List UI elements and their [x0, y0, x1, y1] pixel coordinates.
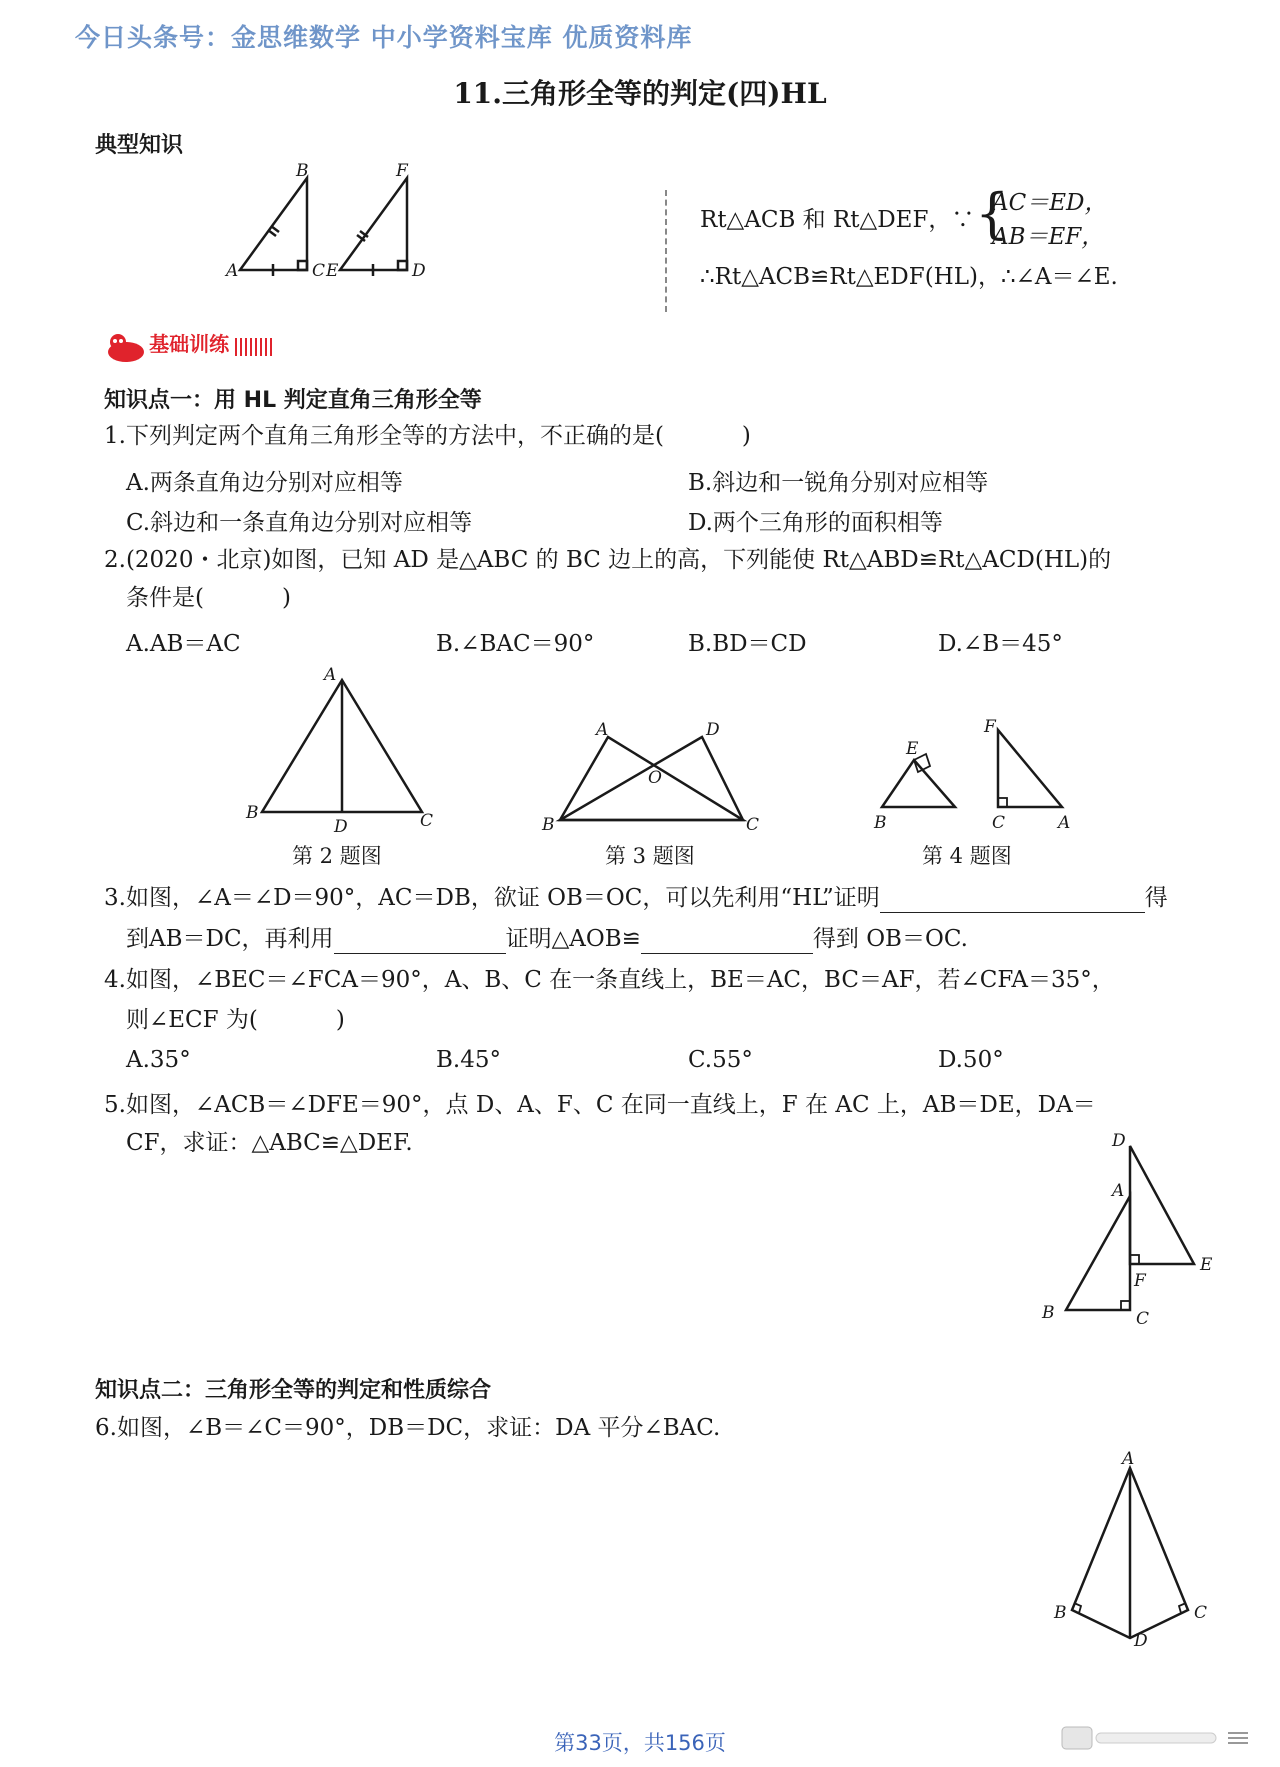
q2-option-a: A.AB＝AC [126, 631, 241, 657]
q4-stem2-text: 则∠ECF 为( [126, 1007, 258, 1033]
q3-part1-end: 得 [1144, 885, 1168, 911]
q1-option-d: D.两个三角形的面积相等 [688, 510, 943, 536]
fig3 [540, 715, 770, 835]
fig5-label-c: C [1136, 1309, 1150, 1328]
q4-close: ) [335, 1007, 345, 1033]
fig4-caption: 第 4 题图 [922, 844, 1012, 868]
fig4-label-c: C [992, 813, 1006, 833]
fig3-label-b: B [542, 815, 555, 835]
fig2-label-a: A [324, 665, 337, 685]
fig6-label-b: B [1054, 1603, 1067, 1623]
q4-option-b: B.45° [436, 1047, 501, 1073]
q5-stem2: CF，求证：△ABC≌△DEF. [126, 1130, 413, 1156]
scroll-thumb-icon [1060, 1725, 1255, 1751]
q1-option-b: B.斜边和一锐角分别对应相等 [688, 470, 989, 496]
q1-stem-text: 1.下列判定两个直角三角形全等的方法中，不正确的是( [104, 423, 664, 449]
fig5-label-a: A [1112, 1181, 1125, 1201]
fig4 [870, 712, 1080, 837]
fig2-label-c: C [420, 811, 434, 831]
section-badge [104, 328, 284, 364]
q4-option-c: C.55° [688, 1047, 753, 1073]
q1-stem [104, 421, 751, 451]
fig4-label-f: F [984, 717, 996, 737]
fig3-label-a: A [596, 720, 609, 740]
q5-stem: 5.如图，∠ACB＝∠DFE＝90°，点 D、A、F、C 在同一直线上，F 在 AC 上，AB＝DE，DA＝ [104, 1092, 1096, 1118]
fig3-caption: 第 3 题图 [605, 844, 695, 868]
typical-cond1: AC＝ED， [992, 190, 1108, 216]
q4-option-d: D.50° [938, 1047, 1004, 1073]
typ-label-e: E [326, 261, 339, 281]
q3-part1: 3.如图，∠A＝∠D＝90°，AC＝DB，欲证 OB＝OC，可以先利用“HL”证明 [104, 885, 880, 911]
fig3-label-o: O [648, 768, 662, 788]
q3-line1 [104, 883, 1168, 913]
fig5-label-b: B [1042, 1303, 1055, 1323]
q3-part2b: 证明△AOB≌ [505, 926, 641, 952]
fig3-label-d: D [706, 720, 720, 740]
q2-stem2-text: 条件是( [126, 585, 204, 611]
fig3-label-c: C [746, 815, 760, 835]
q4-stem2 [126, 1005, 345, 1035]
fig4-label-b: B [874, 813, 887, 833]
q1-option-a: A.两条直角边分别对应相等 [126, 470, 403, 496]
brace-icon: { [975, 182, 1010, 245]
q3-blank-2[interactable] [334, 929, 506, 954]
q2-stem2 [126, 583, 291, 613]
fig6 [1030, 1448, 1220, 1648]
typical-heading: 典型知识 [95, 133, 184, 158]
fig5-label-f: F [1134, 1271, 1146, 1291]
q4-option-a: A.35° [126, 1047, 191, 1073]
typ-label-b: B [296, 161, 309, 181]
scrollbar-handle[interactable] [1060, 1725, 1255, 1751]
q1-close: ) [741, 423, 751, 449]
q3-blank-3[interactable] [641, 929, 813, 954]
q6-stem: 6.如图，∠B＝∠C＝90°，DB＝DC，求证：DA 平分∠BAC. [95, 1415, 721, 1441]
kp2-heading: 知识点二：三角形全等的判定和性质综合 [95, 1378, 492, 1403]
divider [665, 190, 667, 312]
fig4-label-e: E [906, 739, 919, 759]
q2-option-d: D.∠B＝45° [938, 631, 1063, 657]
typical-cond2: AB＝EF， [992, 224, 1105, 250]
q2-option-c: B.BD＝CD [688, 631, 807, 657]
page-indicator: 第33页，共156页 [554, 1731, 726, 1755]
fig5 [1030, 1128, 1220, 1328]
typ-label-a: A [226, 261, 239, 281]
fig2-caption: 第 2 题图 [292, 844, 382, 868]
fig2-label-d: D [334, 817, 348, 835]
typ-label-d: D [412, 261, 426, 281]
q3-part2a: 到AB＝DC，再利用 [126, 926, 334, 952]
q3-line2 [126, 924, 968, 954]
q4-stem: 4.如图，∠BEC＝∠FCA＝90°，A、B、C 在一条直线上，BE＝AC，BC＝AF，若∠CFA＝35°， [104, 967, 1115, 993]
q2-close: ) [281, 585, 291, 611]
typical-figure [220, 160, 450, 285]
fig5-label-d: D [1112, 1131, 1126, 1151]
section-badge-label: 基础训练 [149, 332, 230, 356]
fig6-label-a: A [1122, 1449, 1135, 1469]
kp1-heading: 知识点一：用 HL 判定直角三角形全等 [104, 388, 482, 413]
badge-stripes [234, 335, 284, 359]
typ-label-f: F [396, 161, 408, 181]
fig6-label-c: C [1194, 1603, 1208, 1623]
q3-blank-1[interactable] [880, 888, 1145, 913]
typical-line1 [700, 205, 974, 235]
typical-line1-pre: Rt△ACB 和 Rt△DEF，∵ [700, 207, 975, 233]
q3-part2c: 得到 OB＝OC. [812, 926, 968, 952]
typical-line2: ∴Rt△ACB≌Rt△EDF(HL)，∴∠A＝∠E. [700, 264, 1118, 290]
fig2 [240, 660, 440, 835]
fig4-label-a: A [1058, 813, 1071, 833]
typ-label-c: C [312, 261, 326, 281]
q2-stem: 2.(2020・北京)如图，已知 AD 是△ABC 的 BC 边上的高，下列能使 Rt△ABD≌Rt△ACD(HL)的 [104, 547, 1112, 573]
page-title: 11.三角形全等的判定(四)HL [453, 77, 827, 110]
fig5-label-e: E [1200, 1255, 1213, 1275]
fig2-label-b: B [246, 803, 259, 823]
header-watermark: 今日头条号：金思维数学 中小学资料宝库 优质资料库 [75, 23, 693, 52]
owl-icon [104, 330, 144, 364]
q2-option-b: B.∠BAC＝90° [436, 631, 595, 657]
fig6-label-d: D [1134, 1631, 1148, 1648]
q1-option-c: C.斜边和一条直角边分别对应相等 [126, 510, 473, 536]
